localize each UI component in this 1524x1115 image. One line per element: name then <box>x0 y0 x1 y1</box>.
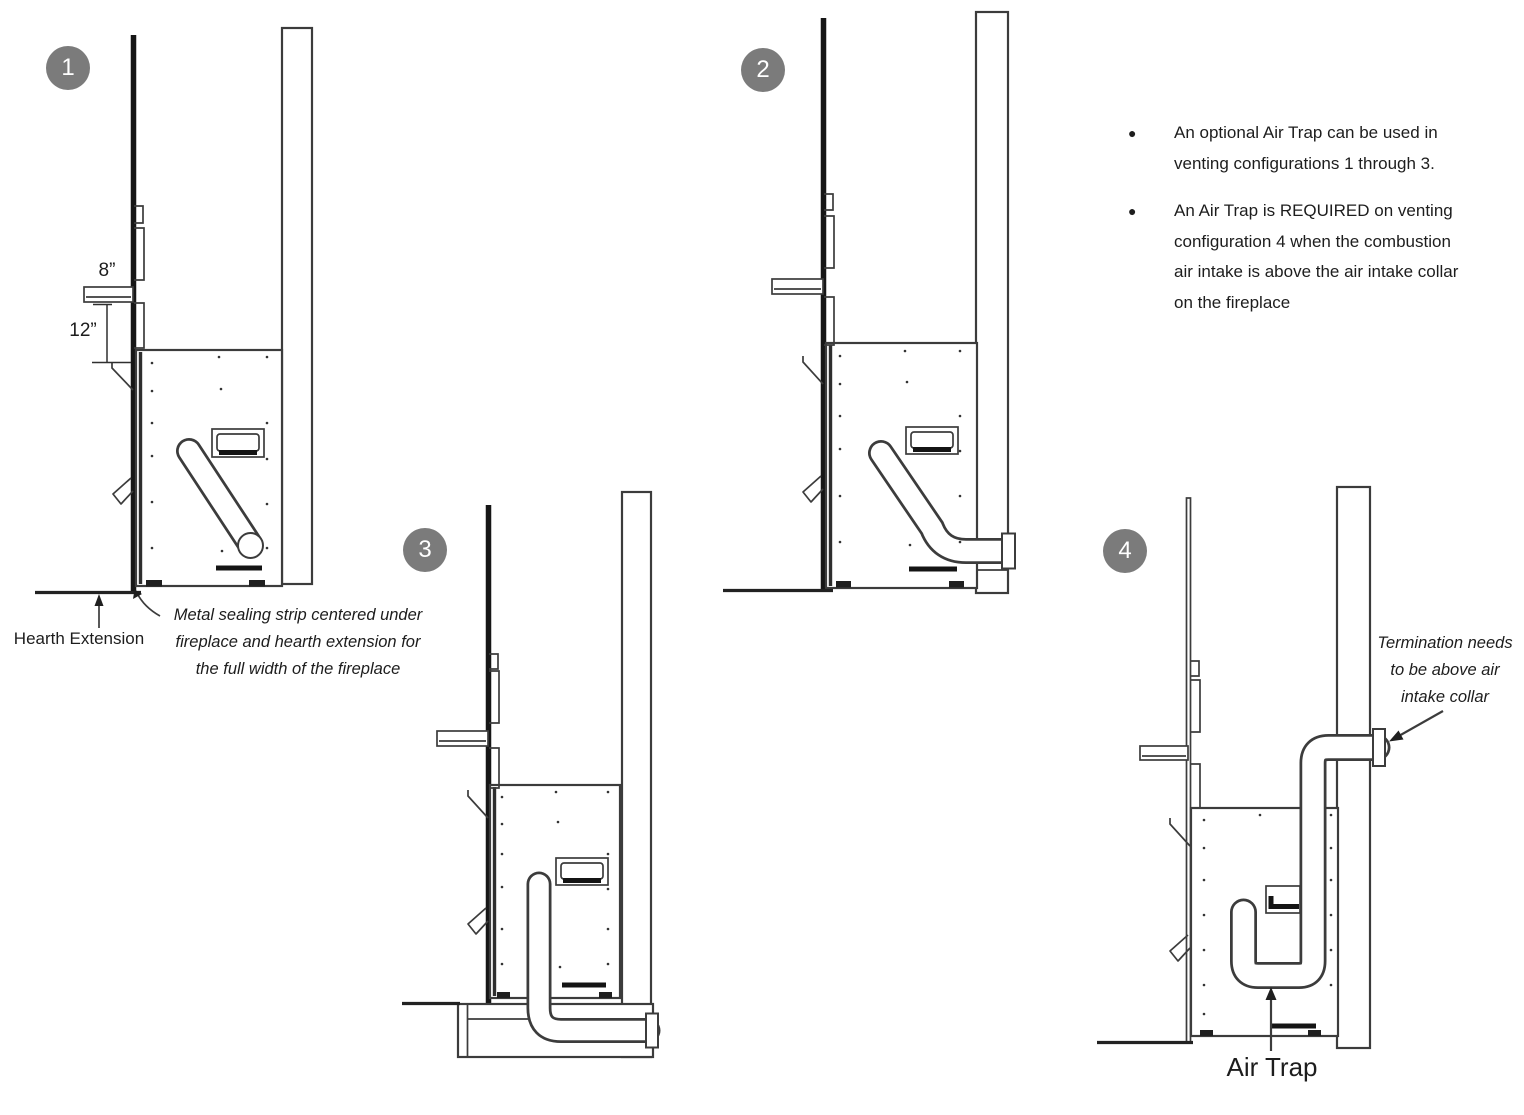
firebox-3 <box>490 785 620 998</box>
dimension-8in-label: 8” <box>98 260 116 281</box>
sealing-strip-line-3: the full width of the fireplace <box>195 660 401 678</box>
termination-cap-2 <box>1002 534 1015 569</box>
chase-2 <box>976 12 1008 593</box>
pipe-end-cap-1 <box>238 533 263 558</box>
mantel-shelf-1 <box>84 287 133 302</box>
note-bullet-2 <box>1128 196 1524 318</box>
sealing-strip-note <box>150 602 446 683</box>
config-3-badge: 3 <box>403 528 447 572</box>
note-bullet-1 <box>1128 118 1524 179</box>
chase-3 <box>622 492 651 1057</box>
hearth-extension-arrow <box>95 594 104 628</box>
config-4-diagram <box>1097 487 1443 1051</box>
note-2-line-4: on the fireplace <box>1174 292 1291 312</box>
termination-note <box>1366 630 1524 711</box>
dimension-12in-label: 12” <box>69 320 97 341</box>
termination-cap-3 <box>646 1014 658 1048</box>
mantel-shelf-2 <box>772 279 823 294</box>
notes-list <box>1128 118 1524 335</box>
bullet-dot-icon: ● <box>1128 203 1137 219</box>
note-2-line-3: air intake is above the air intake collar <box>1174 262 1459 281</box>
termination-arrow <box>1389 711 1443 742</box>
config-2-diagram <box>723 12 1015 593</box>
hearth-extension-label: Hearth Extension <box>13 629 145 648</box>
config-2-badge: 2 <box>741 48 785 92</box>
sealing-strip-line-1: Metal sealing strip centered under <box>173 606 423 624</box>
termination-line-3: intake collar <box>1400 688 1490 706</box>
config-4-badge: 4 <box>1103 529 1147 573</box>
termination-line-2: to be above air <box>1390 661 1500 679</box>
config-1-badge: 1 <box>46 46 90 90</box>
note-1-line-2: venting configurations 1 through 3. <box>1174 153 1435 173</box>
mantel-shelf-4 <box>1140 746 1188 760</box>
config-3-diagram <box>402 492 658 1057</box>
chase-4 <box>1337 487 1370 1048</box>
sealing-strip-line-2: fireplace and hearth extension for <box>175 633 421 651</box>
termination-cap-4 <box>1373 729 1385 766</box>
mantel-shelf-3 <box>437 731 488 746</box>
chase-1 <box>282 28 312 584</box>
bullet-dot-icon: ● <box>1128 125 1137 141</box>
note-2-line-2: configuration 4 when the combustion <box>1174 231 1451 251</box>
note-1-line-1: An optional Air Trap can be used in <box>1174 123 1438 142</box>
termination-line-1: Termination needs <box>1377 634 1513 652</box>
note-2-line-1: An Air Trap is REQUIRED on venting <box>1174 201 1453 220</box>
air-trap-label: Air Trap <box>1226 1052 1318 1082</box>
